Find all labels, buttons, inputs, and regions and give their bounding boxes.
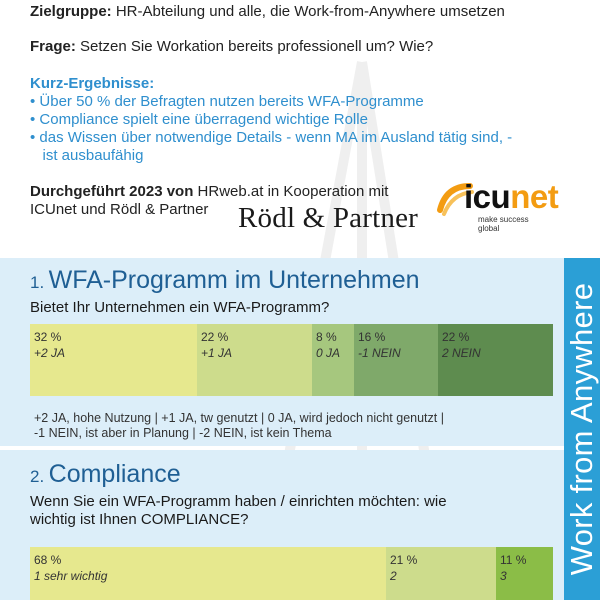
result-item: • das Wissen über notwendige Details - wenn MA im Ausland tätig sind, - — [30, 129, 513, 146]
section-1-number: 1. — [30, 273, 45, 292]
bar-value-label: 11 % — [500, 553, 527, 567]
bar-category-label: +1 JA — [201, 346, 233, 360]
sidebar-vertical — [564, 258, 600, 600]
section-1-title — [30, 266, 420, 295]
rodl-partner-logo: Rödl & Partner — [238, 202, 419, 234]
section-2-bar — [30, 547, 553, 600]
section-1-title-text: WFA-Programm im Unternehmen — [48, 266, 420, 294]
bar-segment — [386, 547, 496, 600]
bar-segment — [30, 547, 386, 600]
conducted-line — [30, 183, 388, 200]
bar-segment — [30, 324, 197, 396]
icunet-tagline — [478, 215, 529, 233]
conducted-text: HRweb.at in Kooperation mit — [193, 183, 389, 200]
icunet-wordmark-accent: net — [510, 178, 559, 215]
icunet-tagline-1: make success — [478, 215, 529, 224]
section-2-number: 2. — [30, 467, 45, 486]
bar-value-label: 8 % — [316, 330, 337, 344]
icunet-wordmark — [464, 178, 558, 216]
frage-text: Setzen Sie Workation bereits professionell um? Wie? — [80, 38, 434, 55]
section-2-title-text: Compliance — [48, 460, 181, 488]
bar-segment — [312, 324, 354, 396]
bar-segment — [197, 324, 312, 396]
bar-category-label: 3 — [500, 569, 507, 583]
bar-category-label: 2 — [390, 569, 397, 583]
frage-line — [30, 38, 433, 55]
bar-category-label: -1 NEIN — [358, 346, 401, 360]
section-1-legend-line-2: -1 NEIN, ist aber in Planung | -2 NEIN, ist kein Thema — [34, 426, 332, 440]
bar-segment — [354, 324, 438, 396]
bar-value-label: 68 % — [34, 553, 62, 567]
zielgruppe-label: Zielgruppe: — [30, 3, 112, 20]
section-1-bar — [30, 324, 553, 396]
result-item: • Über 50 % der Befragten nutzen bereits WFA-Programme — [30, 93, 424, 110]
zielgruppe-text: HR-Abteilung und alle, die Work-from-Anywhere umsetzen — [115, 3, 505, 20]
sidebar-vertical-text: Work from Anywhere — [564, 282, 599, 576]
icunet-wordmark-main: icu — [464, 178, 511, 215]
section-2-question-line-2: wichtig ist Ihnen COMPLIANCE? — [30, 511, 249, 528]
bar-value-label: 22 % — [201, 330, 229, 344]
bar-category-label: +2 JA — [34, 346, 66, 360]
conducted-line-2: ICUnet und Rödl & Partner — [30, 201, 209, 218]
bar-category-label: 2 NEIN — [442, 346, 481, 360]
bar-value-label: 16 % — [358, 330, 386, 344]
result-item: ist ausbaufähig — [30, 147, 144, 164]
bar-value-label: 22 % — [442, 330, 470, 344]
icunet-tagline-2: global — [478, 224, 500, 233]
section-2-question-line-1: Wenn Sie ein WFA-Programm haben / einrichten möchten: wie — [30, 493, 447, 510]
section-1-question: Bietet Ihr Unternehmen ein WFA-Programm? — [30, 299, 330, 316]
conducted-bold: Durchgeführt 2023 von — [30, 183, 194, 200]
bar-value-label: 21 % — [390, 553, 418, 567]
bar-value-label: 32 % — [34, 330, 62, 344]
zielgruppe-line — [30, 3, 505, 20]
section-1-legend-line-1: +2 JA, hohe Nutzung | +1 JA, tw genutzt | 0 JA, wird jedoch nicht genutzt | — [34, 411, 444, 425]
result-item: • Compliance spielt eine überragend wichtige Rolle — [30, 111, 368, 128]
section-2-title — [30, 460, 181, 489]
bar-segment — [496, 547, 553, 600]
icunet-logo — [436, 178, 576, 234]
bar-category-label: 0 JA — [316, 346, 341, 360]
results-title: Kurz-Ergebnisse: — [30, 75, 155, 92]
frage-label: Frage: — [30, 38, 76, 55]
bar-category-label: 1 sehr wichtig — [34, 569, 108, 583]
bar-segment — [438, 324, 553, 396]
